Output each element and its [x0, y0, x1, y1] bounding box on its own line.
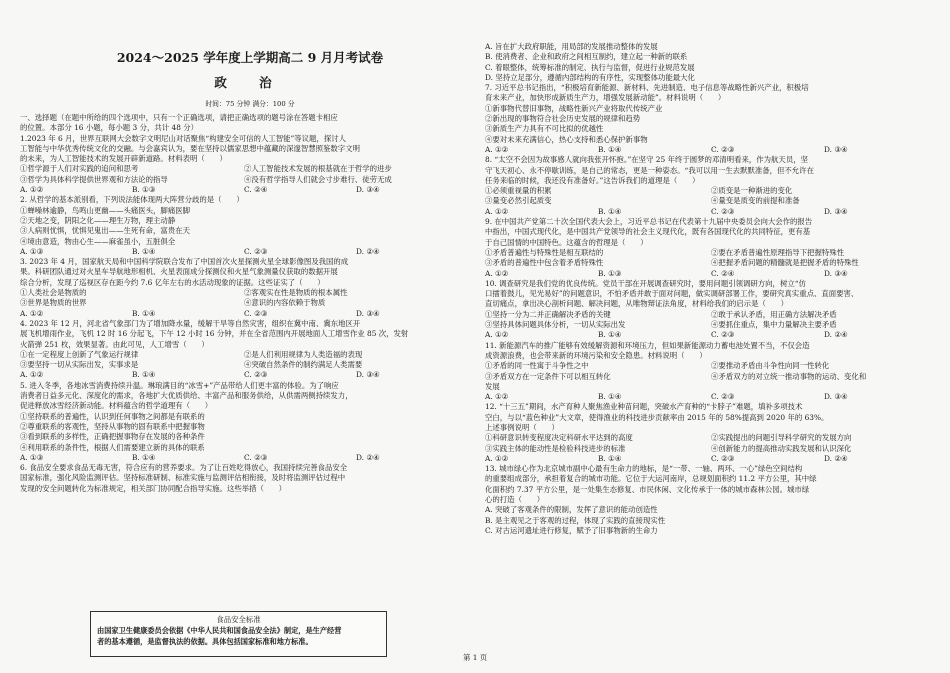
- answer-choice: C. ②③: [711, 206, 735, 216]
- answer-choice: C. ②③: [711, 453, 735, 463]
- option-item: ④矛盾双方的对立统一推动事物的运动、变化和: [711, 371, 867, 381]
- answer-choice: D. ③④: [824, 144, 848, 154]
- option-item: ②要在矛盾普遍性原理指导下把握特殊性: [711, 247, 845, 257]
- answer-row: [20, 247, 468, 257]
- question-stem: 10. 调查研究是我们党的优良传统。党员干部在开展调查研究时，要用问题引领调研方向，树立“仿: [485, 278, 806, 288]
- answer-choice: C. ②③: [244, 452, 268, 462]
- box-title: 食品安全标准: [216, 615, 261, 624]
- answer-choice: A. ①②: [485, 453, 509, 463]
- answer-choice: A. ①②: [485, 392, 509, 402]
- question-stem: 于自己国情的中国特色。这蕴含的哲理是（ ）: [485, 237, 648, 247]
- question-6-option: A. 旨在扩大政府职能，用局部的发展推动整体的发展: [485, 42, 658, 51]
- question-stem: 果。科研团队通过对火星车导航地形相机、火星表面成分探测仪和火星气象测量仪获取的数据开展: [20, 267, 338, 277]
- answer-choice: A. ①②: [485, 206, 509, 216]
- answer-choice: A. ①②: [485, 144, 509, 154]
- answer-choice: C. ②④: [244, 185, 268, 195]
- option-item: ③哲学为具体科学提供世界观和方法论的指导: [20, 174, 168, 184]
- option-item: ④把握矛盾问题的精髓就是把握矛盾的特殊性: [711, 258, 859, 268]
- right-column: [485, 42, 937, 536]
- question-stem: 火箭弹 251 枚，效果显著。由此可见，人工增雪（ ）: [20, 339, 209, 349]
- answer-row: [485, 454, 937, 464]
- answer-choice: B. ①④: [598, 392, 622, 402]
- question-stem: 2. 从哲学的基本派别看，下列说法能体现两大阵营分歧的是（ ）: [20, 195, 244, 205]
- question-stem: 6. 食品安全要求食品无毒无害，符合应有的营养要求。为了让百姓吃得放心，我国持续完善食品安全: [20, 463, 348, 473]
- question-stem: 上述事例说明（ ）: [485, 422, 559, 432]
- question-stem: 发展: [485, 381, 500, 391]
- option-item: ②人工智能技术发展的根基就在于哲学的进步: [244, 164, 392, 174]
- question-stem: 9. 在中国共产党第二十次全国代表大会上，习近平总书记在代表第十九届中央委员会向大会作的报告: [485, 217, 813, 227]
- answer-choice: A. ①②: [485, 330, 509, 340]
- answer-choice: B. ①④: [598, 453, 622, 463]
- page-number: 第 1 页: [463, 653, 488, 662]
- answer-choice: B. ①③: [598, 268, 622, 278]
- question-stem: 综合分析，发现了巡视区存在距今约 7.6 亿年左右的水活动现象的证据。这些证实了（ ）: [20, 277, 325, 287]
- option-item: ②质变是一种渐进的变化: [711, 186, 793, 196]
- question-stem: 直切痛点，拿出决心剖析问题、解决问题，从唯物辩证法角度，材料给我们的启示是（ ）: [485, 299, 789, 309]
- option-item: ①蝉噪林逾静，鸟鸣山更幽——头痛医头，脚痛医脚: [20, 205, 190, 215]
- option-item: ③世界是物质的世界: [20, 298, 87, 308]
- question-4: [20, 319, 468, 381]
- option-item: ②敢于承认矛盾，用正确方法解决矛盾: [711, 309, 837, 319]
- question-1: [20, 134, 468, 196]
- question-stem: 任务来临的时候，我还没有准备好。”这告诉我们的道理是（ ）: [485, 175, 700, 185]
- question-stem: 促进释放冰雪经济新动能。材料蕴含的哲学道理有（ ）: [20, 401, 213, 411]
- section-instruction: 一、选择题（在题中所给的四个选项中，只有一个正确选项，请把正确选项的题号涂在答题卡相应: [20, 113, 338, 122]
- option-item: ③坚持具体问题具体分析，一切从实际出发: [485, 320, 626, 330]
- answer-choice: B. ①④: [132, 246, 156, 256]
- option-item: ④突破自然条件的制约满足人类需要: [244, 360, 363, 370]
- answer-row: [485, 330, 937, 340]
- question-stem: 工智能与中华优秀传统文化的交融。与会嘉宾认为，要在坚持以儒家思想中蕴藏的深邃智慧照鉴数字文明: [20, 143, 360, 153]
- question-13: [485, 464, 937, 536]
- option-item: ③量变必然引起质变: [485, 196, 552, 206]
- answer-choice: A. ①②: [20, 370, 44, 380]
- option-item: C. 对古运河遗址进行修复，赋予了旧事物新的生命力: [485, 525, 658, 535]
- option-item: ②实践提出的问题引导科学研究的发展方向: [711, 433, 852, 443]
- answer-choice: D. ②④: [356, 246, 380, 256]
- answer-choice: B. ①④: [598, 330, 622, 340]
- option-item: ④要抓住重点，集中力量解决主要矛盾: [711, 320, 837, 330]
- question-stem: 12. “十三五”期间，水产育种人聚焦渔业种苗问题，突破水产育种的“卡脖子”难题，填补多项技术: [485, 402, 803, 412]
- question-stem: 消费者日益多元化、深度化的需求，各地扩大优质供给、丰富产品和服务供给，从供需两侧持续发力，: [20, 391, 353, 401]
- option-item: ①在一定程度上创新了气象运行规律: [20, 349, 139, 359]
- question-stem: 7. 习近平总书记指出，“积极培育新能源、新材料、先进制造、电子信息等战略性新兴产业，积极培: [485, 83, 809, 93]
- question-stem: 的重要组成部分，承担着复合的城市功能。它位于大运河南岸，总规划面积约 11.2 平方公里，其中绿: [485, 474, 817, 484]
- question-6-option: C. 着眼整体，统筹标准的制定、执行与监督，促进行业规范发展: [485, 62, 695, 72]
- question-6: [20, 463, 468, 494]
- exam-meta: 时间：75 分钟 满分：100 分: [205, 100, 295, 108]
- option-item: B. 是主观见之于客观的过程，体现了实践的直接现实性: [485, 515, 666, 525]
- answer-row: [485, 145, 937, 155]
- option-item: ④利用联系的条件性，根据人们需要建立新的具体的联系: [20, 442, 205, 452]
- exam-title: 2024～2025 学年度上学期高二 9 月月考试卷: [116, 50, 384, 65]
- question-stem: 1.2023 年 6 月，世界互联网大会数字文明尼山对话聚焦“构建安全可信的人工智能”等议题，探讨人: [20, 133, 347, 143]
- answer-row: [485, 207, 937, 217]
- option-row: [485, 258, 937, 268]
- question-10: [485, 279, 937, 341]
- question-3: [20, 257, 468, 319]
- option-item: ①必须重视量的积累: [485, 186, 552, 196]
- option-item: ③矛盾双方在一定条件下可以相互转化: [485, 371, 611, 381]
- option-row: [485, 320, 937, 330]
- option-row: [20, 164, 468, 174]
- answer-choice: B. ①④: [598, 144, 622, 154]
- question-stem: 国家标准，强化风险监测评估。坚持标准研制、标准实施与监测评估相衔接，及时将监测评估过程中: [20, 473, 346, 483]
- answer-choice: B. ①④: [132, 370, 156, 380]
- answer-choice: A. ①②: [20, 308, 44, 318]
- option-item: ②天地之变，阴阳之化——理生万物，理主动静: [20, 215, 176, 225]
- option-row: [485, 186, 937, 196]
- question-stem: 13. 城市绿心作为北京城市副中心最有生命力的地标，是“一带、一轴、两环、一心”绿色空间结构: [485, 464, 803, 474]
- question-stem: 的未来，为人工智能技术的发展开辟新道路。材料表明（ ）: [20, 154, 227, 164]
- option-row: [20, 298, 468, 308]
- option-item: ②新出现的事物符合社会历史发展的规律和趋势: [485, 114, 641, 124]
- question-stem: 5. 进入冬季，各地冰雪消费持续升温。琳琅满目的“冰雪+”产品带给人们更丰富的体验。为了响应: [20, 380, 339, 390]
- question-6-option: B. 使消费者、企业和政府之间相互制约，建立起一种新的联系: [485, 52, 688, 62]
- left-column: [20, 113, 468, 494]
- option-item: ①坚持联系的普遍性，认识到任何事物之间都是有联系的: [20, 411, 205, 421]
- answer-row: [20, 185, 468, 195]
- option-item: ③矛盾的普遍性中包含着矛盾特殊性: [485, 258, 604, 268]
- question-stem: 11. 新能源汽车的推广能够有效缓解资源和环境压力，但如果新能源动力蓄电池处置不当，不仅会造: [485, 340, 810, 350]
- answer-row: [485, 392, 937, 402]
- option-item: ④要对未来充满信心，热心支持和悉心保护新事物: [485, 134, 648, 144]
- answer-choice: D. ③④: [356, 308, 380, 318]
- answer-choice: D. ②④: [356, 452, 380, 462]
- option-row: [485, 248, 937, 258]
- answer-choice: D. ③④: [824, 206, 848, 216]
- question-stem: 心的打造（ ）: [485, 495, 545, 505]
- option-item: ①矛盾普遍性与特殊性是相互联结的: [485, 247, 604, 257]
- question-2: [20, 195, 468, 257]
- answer-choice: A. ①②: [20, 185, 44, 195]
- option-item: ①坚持一分为二并正确解决矛盾的关键: [485, 309, 611, 319]
- answer-choice: D. ③④: [356, 370, 380, 380]
- answer-choice: D. ③④: [824, 268, 848, 278]
- answer-choice: D. ③④: [824, 392, 848, 402]
- option-item: ③实践主体的能动性是检验科技进步的标准: [485, 443, 626, 453]
- answer-choice: C. ②③: [244, 370, 268, 380]
- answer-choice: A. ①③: [20, 246, 44, 256]
- question-stem: 守飞天初心、永不停歇训练，是自己的常态，更是一种姿态。“我可以用一生去默默准备，但不允许在: [485, 165, 814, 175]
- answer-row: [20, 370, 468, 380]
- box-line: 由国家卫生健康委员会依据《中华人民共和国食品安全法》制定，是生产经营: [97, 626, 342, 635]
- option-item: ①新事物代替旧事物，战略性新兴产业将取代传统产业: [485, 103, 663, 113]
- option-row: [485, 433, 937, 443]
- answer-choice: A. ①②: [485, 268, 509, 278]
- question-9: [485, 217, 937, 279]
- answer-choice: C. ②③: [244, 246, 268, 256]
- option-item: ①哲学源于人们对实践的追问和思考: [20, 164, 139, 174]
- question-5: [20, 381, 468, 463]
- option-item: ③看到联系的多样性，正确把握事物存在发展的各种条件: [20, 432, 205, 442]
- question-stem: 成资源浪费，也会带来新的环境污染和安全隐患。材料说明（ ）: [485, 350, 707, 360]
- answer-choice: D. ③④: [356, 185, 380, 195]
- question-6-option: D. 坚持立足部分，遵循内部结构的有序性，实现整体功能最大化: [485, 72, 695, 82]
- option-item: ④创新能力的提高推动实践发展和认识深化: [711, 443, 852, 453]
- question-stem: 化面积约 7.37 平方公里，是一处集生态修复、市民休闲、文化传承于一体的城市森林公园。城市绿: [485, 484, 810, 494]
- question-stem: 8. “太空不会因为故事感人就向我张开怀抱。”在坚守 25 年终于圆梦的邓清明看来，作为航天员，坚: [485, 155, 808, 165]
- option-item: ③人病则忧惧，忧惧见鬼出——生死有命，富贵在天: [20, 226, 190, 236]
- answer-choice: B. ①③: [132, 185, 156, 195]
- question-stem: 口擂着鼓儿，见光易好”的问题意识，不怕矛盾并敢于面对问题，做实调研部署工作，要研究真实重点、直面要害、: [485, 289, 859, 299]
- option-item: ④意识的内容依赖于物质: [244, 298, 326, 308]
- answer-choice: C. ②③: [244, 308, 268, 318]
- question-stem: 4. 2023 年 12 月，河北省气象部门为了增加降水量，缓解干旱等自然灾害，组织在冀中南、冀东地区开: [20, 318, 361, 328]
- option-row: [485, 310, 937, 320]
- option-row: [485, 444, 937, 454]
- option-item: ②客观实在性是物质的根本属性: [244, 288, 348, 298]
- answer-choice: D. ②④: [824, 453, 848, 463]
- question-stem: 空白，与以“蓝色种业”大文章，使得渔业的科技进步贡献率由 2015 年的 58%提高到 2020 年的 63%。: [485, 412, 829, 422]
- answer-choice: D. ②④: [824, 330, 848, 340]
- exam-subject: 政 治: [214, 75, 286, 90]
- question-8: [485, 155, 937, 217]
- option-item: A. 突破了客观条件的限制，发挥了意识的能动创造性: [485, 505, 658, 515]
- box-line: 者的基本遵循，是监督执法的依据。具体包括国家标准和地方标准。: [97, 637, 313, 646]
- option-item: ④量变是质变的前提和准备: [711, 196, 800, 206]
- answer-row: [20, 309, 468, 319]
- option-item: ③要坚持一切从实际出发，实事求是: [20, 360, 139, 370]
- question-stem: 育未来产业，加快形成新质生产力，增强发展新动能”。材料说明（ ）: [485, 93, 726, 103]
- option-item: ①科研意识转变程度决定科研水平达到的高度: [485, 433, 633, 443]
- option-item: ①人类社会是物质的: [20, 288, 87, 298]
- question-12: [485, 402, 937, 464]
- answer-choice: C. ②③: [711, 330, 735, 340]
- question-stem: 3. 2023 年 4 月，国家航天局和中国科学院联合发布了中国首次火星探测火星全球影像图及我国的成: [20, 257, 349, 267]
- option-item: ④境由意造，物由心生——麻雀虽小，五脏俱全: [20, 236, 176, 246]
- option-item: ①矛盾的同一性寓于斗争性之中: [485, 361, 589, 371]
- option-row: [485, 361, 937, 371]
- answer-row: [485, 269, 937, 279]
- option-row: [485, 196, 937, 206]
- answer-choice: A. ①③: [20, 452, 44, 462]
- option-row: [20, 288, 468, 298]
- option-item: ②要推动矛盾由斗争性向同一性转化: [711, 361, 830, 371]
- option-row: [485, 372, 937, 382]
- option-row: [20, 175, 468, 185]
- question-7: [485, 83, 937, 155]
- option-item: ③新质生产力具有不可比拟的优越性: [485, 124, 604, 134]
- food-safety-box: [90, 611, 387, 657]
- option-row: [20, 360, 468, 370]
- option-row: [20, 350, 468, 360]
- question-11: [485, 341, 937, 403]
- answer-choice: C. ②④: [711, 268, 735, 278]
- option-item: ②尊重联系的客观性，坚持从事物的固有联系中把握事物: [20, 421, 205, 431]
- answer-choice: C. ②③: [711, 392, 735, 402]
- answer-choice: B. ①④: [132, 452, 156, 462]
- answer-choice: B. ①④: [132, 308, 156, 318]
- question-stem: 发现的安全问题转化为标准规定，相关部门协同配合指导实施。这些举措（ ）: [20, 483, 287, 493]
- option-item: ④没有哲学指导人们就会寸步难行、徒劳无成: [244, 174, 392, 184]
- answer-row: [20, 453, 468, 463]
- answer-choice: B. ①④: [598, 206, 622, 216]
- question-stem: 展飞机增雨作业，飞机 12 时 16 分起飞，下午 12 小时 16 分钟，并在全省范围内开展地面人工增雪作业 85 次，发射: [20, 329, 409, 339]
- question-stem: 中指出，中国式现代化，是中国共产党领导的社会主义现代化，既有各国现代化的共同特征，更有基: [485, 227, 811, 237]
- section-instruction: 的位置。本部分 16 小题，每小题 3 分，共计 48 分）: [20, 123, 199, 133]
- answer-choice: C. ②③: [711, 144, 735, 154]
- option-item: ②是人们利用规律为人类造福的表现: [244, 349, 363, 359]
